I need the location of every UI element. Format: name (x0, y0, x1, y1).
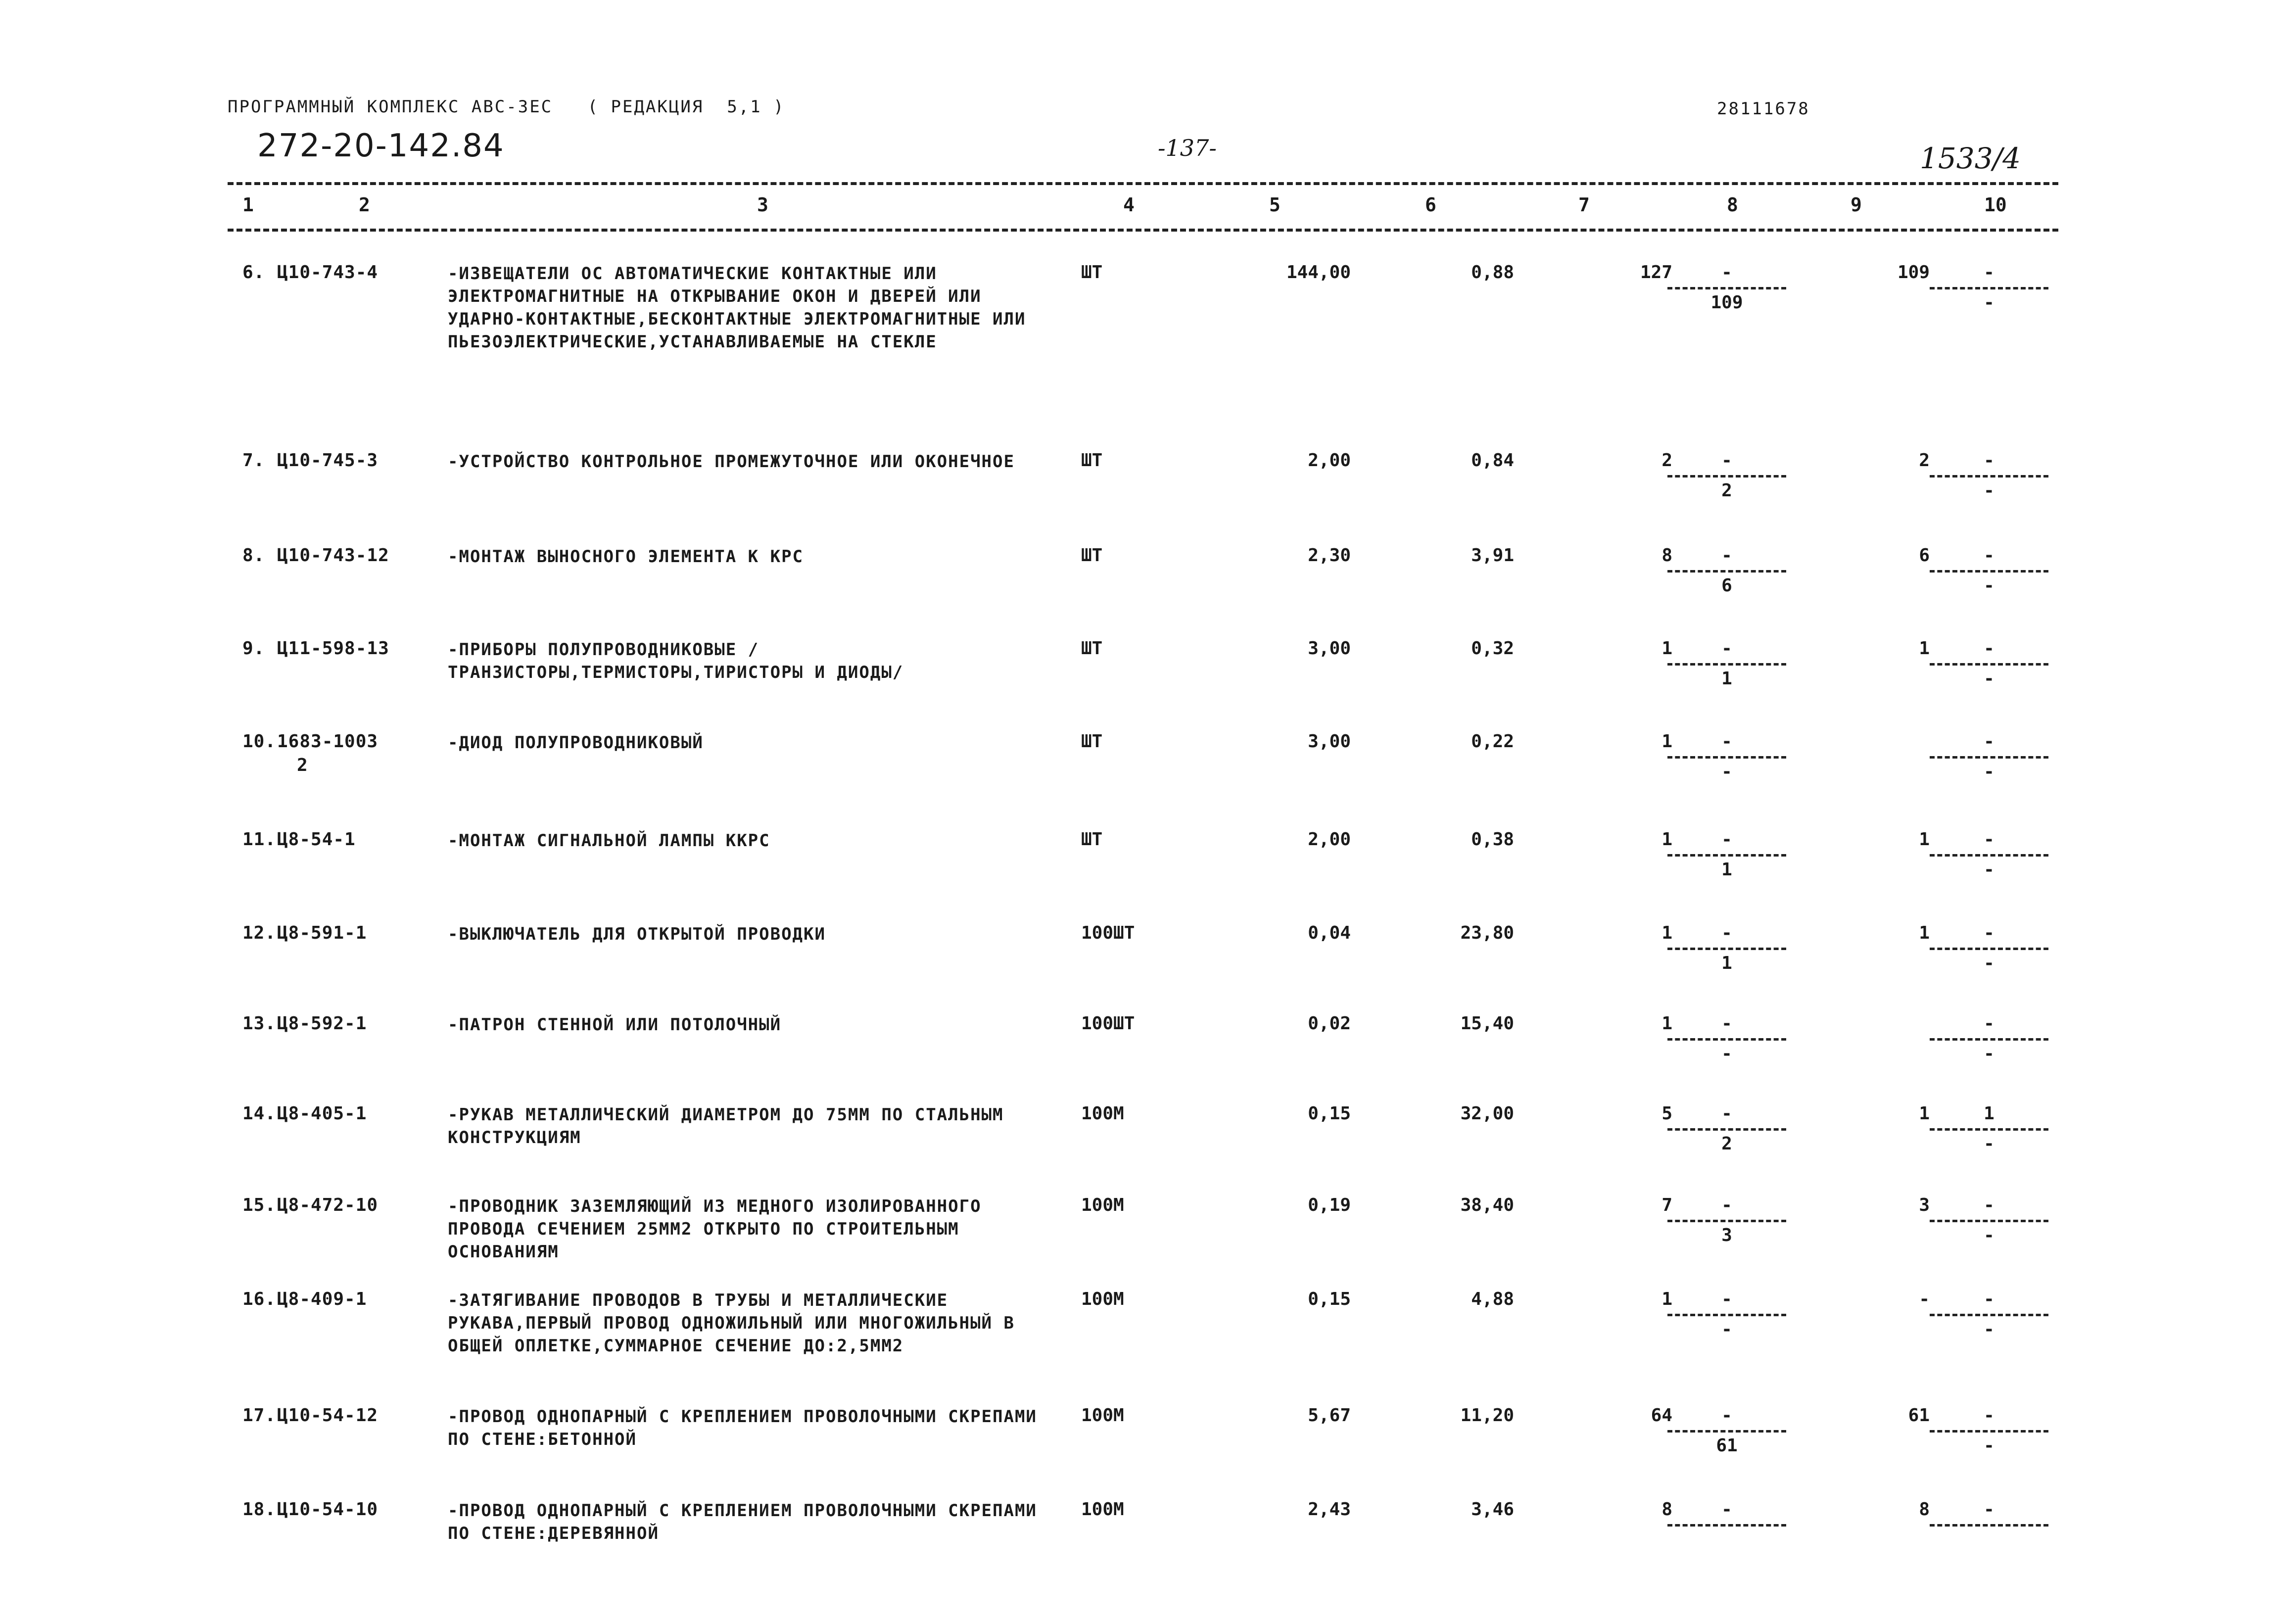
rate-code: Ц8-54-1 (277, 829, 356, 850)
col10-divider (1930, 756, 2048, 759)
col8-divider (1667, 948, 1786, 950)
position-code: 6. (242, 262, 265, 283)
col8-fraction (1667, 1195, 1786, 1248)
col10-fraction (1930, 731, 2048, 784)
unit: 100М (1081, 1499, 1124, 1520)
unit: 100ШТ (1081, 923, 1135, 943)
col8-bottom: 2 (1721, 1134, 1732, 1154)
col-8: 8 (1727, 194, 1738, 216)
col7-value: 8 (1662, 545, 1672, 566)
col8-fraction (1667, 1499, 1786, 1552)
col8-fraction (1667, 1103, 1786, 1156)
col-5: 5 (1269, 194, 1281, 216)
work-description: -ПАТРОН СТЕННОЙ ИЛИ ПОТОЛОЧНЫЙ (448, 1015, 782, 1035)
col10-fraction (1930, 829, 2048, 882)
col9-value: 2 (1919, 450, 1930, 471)
table-row (0, 1103, 2279, 1154)
doc-code: 28111678 (1717, 99, 1810, 119)
rate-code-suffix: 2 (297, 755, 308, 775)
work-description: -ПРОВОД ОДНОПАРНЫЙ С КРЕПЛЕНИЕМ ПРОВОЛОЧНЫМИ СКРЕПАМИ ПО СТЕНЕ:ДЕРЕВЯННОЙ (448, 1501, 1037, 1543)
page-marker: -137- (1158, 135, 1217, 161)
col8-top: - (1721, 829, 1732, 850)
col9-value: 109 (1897, 262, 1930, 283)
quantity: 3,00 (1308, 731, 1351, 752)
col10-top: - (1984, 545, 1994, 566)
position-code: 14. (242, 1103, 277, 1124)
table-row (0, 1289, 2279, 1356)
col7-value: 7 (1662, 1195, 1672, 1215)
col8-divider (1667, 1524, 1786, 1527)
col10-bottom (1930, 1529, 2048, 1552)
col10-bottom: - (1984, 669, 1994, 689)
rate-value: 0,84 (1471, 450, 1514, 471)
col10-divider (1930, 1430, 2048, 1433)
col10-divider (1930, 1220, 2048, 1222)
position-code: 13. (242, 1013, 277, 1034)
work-description: -УСТРОЙСТВО КОНТРОЛЬНОЕ ПРОМЕЖУТОЧНОЕ ИЛИ ОКОНЕЧНОЕ (448, 452, 1015, 472)
work-description: -МОНТАЖ ВЫНОСНОГО ЭЛЕМЕНТА К КРС (448, 547, 804, 567)
work-description: -ВЫКЛЮЧАТЕЛЬ ДЛЯ ОТКРЫТОЙ ПРОВОДКИ (448, 924, 826, 944)
work-description: -ПРОВОД ОДНОПАРНЫЙ С КРЕПЛЕНИЕМ ПРОВОЛОЧНЫМИ СКРЕПАМИ ПО СТЕНЕ:БЕТОННОЙ (448, 1407, 1037, 1449)
col8-divider (1667, 1128, 1786, 1131)
unit: 100М (1081, 1103, 1124, 1124)
col-7: 7 (1578, 194, 1590, 216)
col7-value: 64 (1651, 1405, 1672, 1426)
quantity: 2,30 (1308, 545, 1351, 566)
work-description: -ИЗВЕЩАТЕЛИ ОС АВТОМАТИЧЕСКИЕ КОНТАКТНЫЕ ИЛИ ЭЛЕКТРОМАГНИТНЫЕ НА ОТКРЫВАНИЕ ОКОН И ДВЕРЕЙ ИЛИ УДАРНО-КОНТАКТНЫЕ,БЕСКОНТАКТНЫЕ ЭЛЕКТРОМАГНИТНЫЕ ИЛИ ПЬЕЗОЭЛЕКТРИЧЕСКИЕ,УСТАНАВЛИВАЕМЫЕ НА СТЕКЛЕ (448, 264, 1026, 352)
quantity: 0,15 (1308, 1289, 1351, 1309)
col10-bottom: - (1984, 292, 1994, 313)
col10-bottom: - (1984, 1044, 1994, 1064)
col10-divider (1930, 854, 2048, 857)
col8-top: - (1721, 731, 1732, 752)
col8-bottom: 1 (1721, 860, 1732, 880)
table-row (0, 829, 2279, 880)
col10-top: - (1984, 1499, 1994, 1520)
col10-top: - (1984, 1289, 1994, 1309)
col10-bottom: - (1984, 860, 1994, 880)
col7-value: 2 (1662, 450, 1672, 471)
col10-top: 1 (1984, 1103, 1994, 1124)
col9-value: 61 (1908, 1405, 1930, 1426)
col7-value: 5 (1662, 1103, 1672, 1124)
col10-bottom: - (1984, 953, 1994, 973)
col8-fraction (1667, 262, 1786, 315)
rate-code: Ц8-592-1 (277, 1013, 367, 1034)
col7-value: 1 (1662, 923, 1672, 943)
col8-fraction (1667, 829, 1786, 882)
work-description: -РУКАВ МЕТАЛЛИЧЕСКИЙ ДИАМЕТРОМ ДО 75ММ ПО СТАЛЬНЫМ КОНСТРУКЦИЯМ (448, 1105, 1004, 1147)
col10-fraction (1930, 1289, 2048, 1342)
work-description: -ПРИБОРЫ ПОЛУПРОВОДНИКОВЫЕ /ТРАНЗИСТОРЫ,ТЕРМИСТОРЫ,ТИРИСТОРЫ И ДИОДЫ/ (448, 640, 904, 682)
col8-divider (1667, 663, 1786, 666)
col7-value: 1 (1662, 1289, 1672, 1309)
position-code: 18. (242, 1499, 277, 1520)
unit: ШТ (1081, 638, 1103, 659)
col8-divider (1667, 570, 1786, 573)
table-row (0, 1013, 2279, 1064)
col-9: 9 (1851, 194, 1862, 216)
unit: ШТ (1081, 829, 1103, 850)
unit: ШТ (1081, 262, 1103, 283)
col10-divider (1930, 570, 2048, 573)
rate-value: 3,46 (1471, 1499, 1514, 1520)
col8-top: - (1721, 450, 1732, 471)
quantity: 2,00 (1308, 829, 1351, 850)
col7-value: 1 (1662, 731, 1672, 752)
quantity: 144,00 (1286, 262, 1351, 283)
table-row (0, 923, 2279, 973)
rate-value: 23,80 (1460, 923, 1514, 943)
col10-divider (1930, 1128, 2048, 1131)
quantity: 2,00 (1308, 450, 1351, 471)
table-row (0, 545, 2279, 596)
unit: 100М (1081, 1405, 1124, 1426)
col9-value: 8 (1919, 1499, 1930, 1520)
col8-bottom: - (1721, 1319, 1732, 1339)
rate-code: Ц8-409-1 (277, 1289, 367, 1309)
doc-number: 272-20-142.84 (257, 128, 505, 164)
col8-bottom: 1 (1721, 669, 1732, 689)
col8-top: - (1721, 1405, 1732, 1426)
col8-bottom: - (1721, 762, 1732, 782)
col7-value: 1 (1662, 829, 1672, 850)
rate-value: 4,88 (1471, 1289, 1514, 1309)
col8-fraction (1667, 731, 1786, 784)
col9-value: 3 (1919, 1195, 1930, 1215)
sheet-ref: 1533/4 (1920, 142, 2021, 175)
col10-bottom: - (1984, 1134, 1994, 1154)
col9-value: 1 (1919, 923, 1930, 943)
unit: 100М (1081, 1195, 1124, 1215)
col9-value: 1 (1919, 1103, 1930, 1124)
col7-value: 127 (1640, 262, 1672, 283)
col8-divider (1667, 756, 1786, 759)
col8-bottom: 3 (1721, 1225, 1732, 1245)
col10-divider (1930, 287, 2048, 289)
col8-divider (1667, 1038, 1786, 1041)
col8-top: - (1721, 638, 1732, 659)
rate-code: Ц11-598-13 (277, 638, 389, 659)
program-line: ПРОГРАММНЫЙ КОМПЛЕКС АВС-3ЕС ( РЕДАКЦИЯ 5,1 ) (228, 97, 785, 117)
rate-code: Ц8-405-1 (277, 1103, 367, 1124)
rate-code: Ц10-745-3 (277, 450, 379, 471)
col8-bottom: 6 (1721, 575, 1732, 596)
col10-divider (1930, 663, 2048, 666)
quantity: 0,19 (1308, 1195, 1351, 1215)
col10-fraction (1930, 1405, 2048, 1458)
col8-bottom (1667, 1529, 1786, 1552)
col10-bottom: - (1984, 575, 1994, 596)
work-description: -ПРОВОДНИК ЗАЗЕМЛЯЮЩИЙ ИЗ МЕДНОГО ИЗОЛИРОВАННОГО ПРОВОДА СЕЧЕНИЕМ 25ММ2 ОТКРЫТО ПО СТРОИТЕЛЬНЫМ ОСНОВАНИЯМ (448, 1196, 982, 1262)
header-rule-bottom (228, 229, 2058, 232)
col8-divider (1667, 1220, 1786, 1222)
col9-value: 1 (1919, 638, 1930, 659)
rate-value: 38,40 (1460, 1195, 1514, 1215)
col-4: 4 (1123, 194, 1135, 216)
col8-fraction (1667, 1405, 1786, 1458)
col10-bottom: - (1984, 762, 1994, 782)
col-2: 2 (359, 194, 370, 216)
position-code: 17. (242, 1405, 277, 1426)
work-description: -ЗАТЯГИВАНИЕ ПРОВОДОВ В ТРУБЫ И МЕТАЛЛИЧЕСКИЕ РУКАВА,ПЕРВЫЙ ПРОВОД ОДНОЖИЛЬНЫЙ ИЛИ МНОГОЖИЛЬНЫЙ В ОБЩЕЙ ОПЛЕТКЕ,СУММАРНОЕ СЕЧЕНИЕ ДО:2,5ММ2 (448, 1290, 1015, 1356)
position-code: 12. (242, 923, 277, 943)
col8-top: - (1721, 262, 1732, 283)
quantity: 3,00 (1308, 638, 1351, 659)
col8-top: - (1721, 1499, 1732, 1520)
col10-fraction (1930, 1013, 2048, 1066)
col10-bottom: - (1984, 1435, 1994, 1456)
rate-code: Ц10-54-12 (277, 1405, 379, 1426)
col8-fraction (1667, 923, 1786, 976)
col-6: 6 (1425, 194, 1436, 216)
col10-bottom: - (1984, 480, 1994, 501)
position-code: 16. (242, 1289, 277, 1309)
col10-top: - (1984, 638, 1994, 659)
col8-top: - (1721, 545, 1732, 566)
col10-top: - (1984, 923, 1994, 943)
rate-code: Ц10-54-10 (277, 1499, 379, 1520)
col10-fraction (1930, 1103, 2048, 1156)
unit: 100М (1081, 1289, 1124, 1309)
unit: 100ШТ (1081, 1013, 1135, 1034)
quantity: 0,04 (1308, 923, 1351, 943)
rate-value: 32,00 (1460, 1103, 1514, 1124)
table-row (0, 731, 2279, 782)
col10-divider (1930, 475, 2048, 478)
col10-fraction (1930, 450, 2048, 503)
col9-value: - (1919, 1289, 1930, 1309)
col10-fraction (1930, 545, 2048, 598)
col8-divider (1667, 1430, 1786, 1433)
col-1: 1 (242, 194, 254, 216)
rate-value: 3,91 (1471, 545, 1514, 566)
col10-fraction (1930, 1499, 2048, 1552)
col8-bottom: - (1721, 1044, 1732, 1064)
col8-fraction (1667, 1013, 1786, 1066)
col8-fraction (1667, 638, 1786, 691)
rate-value: 11,20 (1460, 1405, 1514, 1426)
quantity: 5,67 (1308, 1405, 1351, 1426)
rate-code: Ц10-743-4 (277, 262, 379, 283)
position-code: 8. (242, 545, 265, 566)
rate-value: 0,38 (1471, 829, 1514, 850)
table-row (0, 262, 2279, 352)
unit: ШТ (1081, 450, 1103, 471)
col10-fraction (1930, 1195, 2048, 1248)
header-rule-top (228, 182, 2058, 185)
col8-divider (1667, 475, 1786, 478)
position-code: 10. (242, 731, 277, 752)
col7-value: 1 (1662, 638, 1672, 659)
unit: ШТ (1081, 731, 1103, 752)
col8-divider (1667, 854, 1786, 857)
col8-divider (1667, 1314, 1786, 1316)
col8-fraction (1667, 545, 1786, 598)
col10-fraction (1930, 262, 2048, 315)
col10-divider (1930, 1038, 2048, 1041)
work-description: -МОНТАЖ СИГНАЛЬНОЙ ЛАМПЫ ККРС (448, 831, 770, 851)
col7-value: 8 (1662, 1499, 1672, 1520)
col10-top: - (1984, 450, 1994, 471)
col7-value: 1 (1662, 1013, 1672, 1034)
col10-fraction (1930, 923, 2048, 976)
quantity: 0,15 (1308, 1103, 1351, 1124)
rate-code: 1683-1003 (277, 731, 379, 752)
col9-value: 6 (1919, 545, 1930, 566)
col8-fraction (1667, 450, 1786, 503)
col8-top: - (1721, 1289, 1732, 1309)
position-code: 15. (242, 1195, 277, 1215)
col8-divider (1667, 287, 1786, 289)
table-row (0, 450, 2279, 501)
col8-bottom: 61 (1716, 1435, 1738, 1456)
col8-top: - (1721, 1013, 1732, 1034)
table-row (0, 638, 2279, 689)
col10-top: - (1984, 1405, 1994, 1426)
col8-top: - (1721, 1195, 1732, 1215)
col10-bottom: - (1984, 1225, 1994, 1245)
col-10: 10 (1984, 194, 2007, 216)
col8-fraction (1667, 1289, 1786, 1342)
position-code: 11. (242, 829, 277, 850)
rate-value: 0,88 (1471, 262, 1514, 283)
rate-code: Ц8-591-1 (277, 923, 367, 943)
col10-fraction (1930, 638, 2048, 691)
col10-bottom: - (1984, 1319, 1994, 1339)
table-row (0, 1499, 2279, 1543)
col-3: 3 (757, 194, 768, 216)
position-code: 7. (242, 450, 265, 471)
rate-value: 15,40 (1460, 1013, 1514, 1034)
quantity: 0,02 (1308, 1013, 1351, 1034)
col8-bottom: 2 (1721, 480, 1732, 501)
col10-divider (1930, 1314, 2048, 1316)
col10-top: - (1984, 829, 1994, 850)
col10-divider (1930, 1524, 2048, 1527)
col10-top: - (1984, 1195, 1994, 1215)
table-row (0, 1195, 2279, 1262)
col10-top: - (1984, 1013, 1994, 1034)
quantity: 2,43 (1308, 1499, 1351, 1520)
rate-value: 0,22 (1471, 731, 1514, 752)
unit: ШТ (1081, 545, 1103, 566)
position-code: 9. (242, 638, 265, 659)
col10-divider (1930, 948, 2048, 950)
col10-top: - (1984, 262, 1994, 283)
col9-value: 1 (1919, 829, 1930, 850)
work-description: -ДИОД ПОЛУПРОВОДНИКОВЫЙ (448, 733, 704, 753)
rate-code: Ц10-743-12 (277, 545, 389, 566)
col8-bottom: 109 (1710, 292, 1743, 313)
col10-top: - (1984, 731, 1994, 752)
col8-top: - (1721, 1103, 1732, 1124)
table-row (0, 1405, 2279, 1456)
rate-code: Ц8-472-10 (277, 1195, 379, 1215)
rate-value: 0,32 (1471, 638, 1514, 659)
col8-bottom: 1 (1721, 953, 1732, 973)
col8-top: - (1721, 923, 1732, 943)
